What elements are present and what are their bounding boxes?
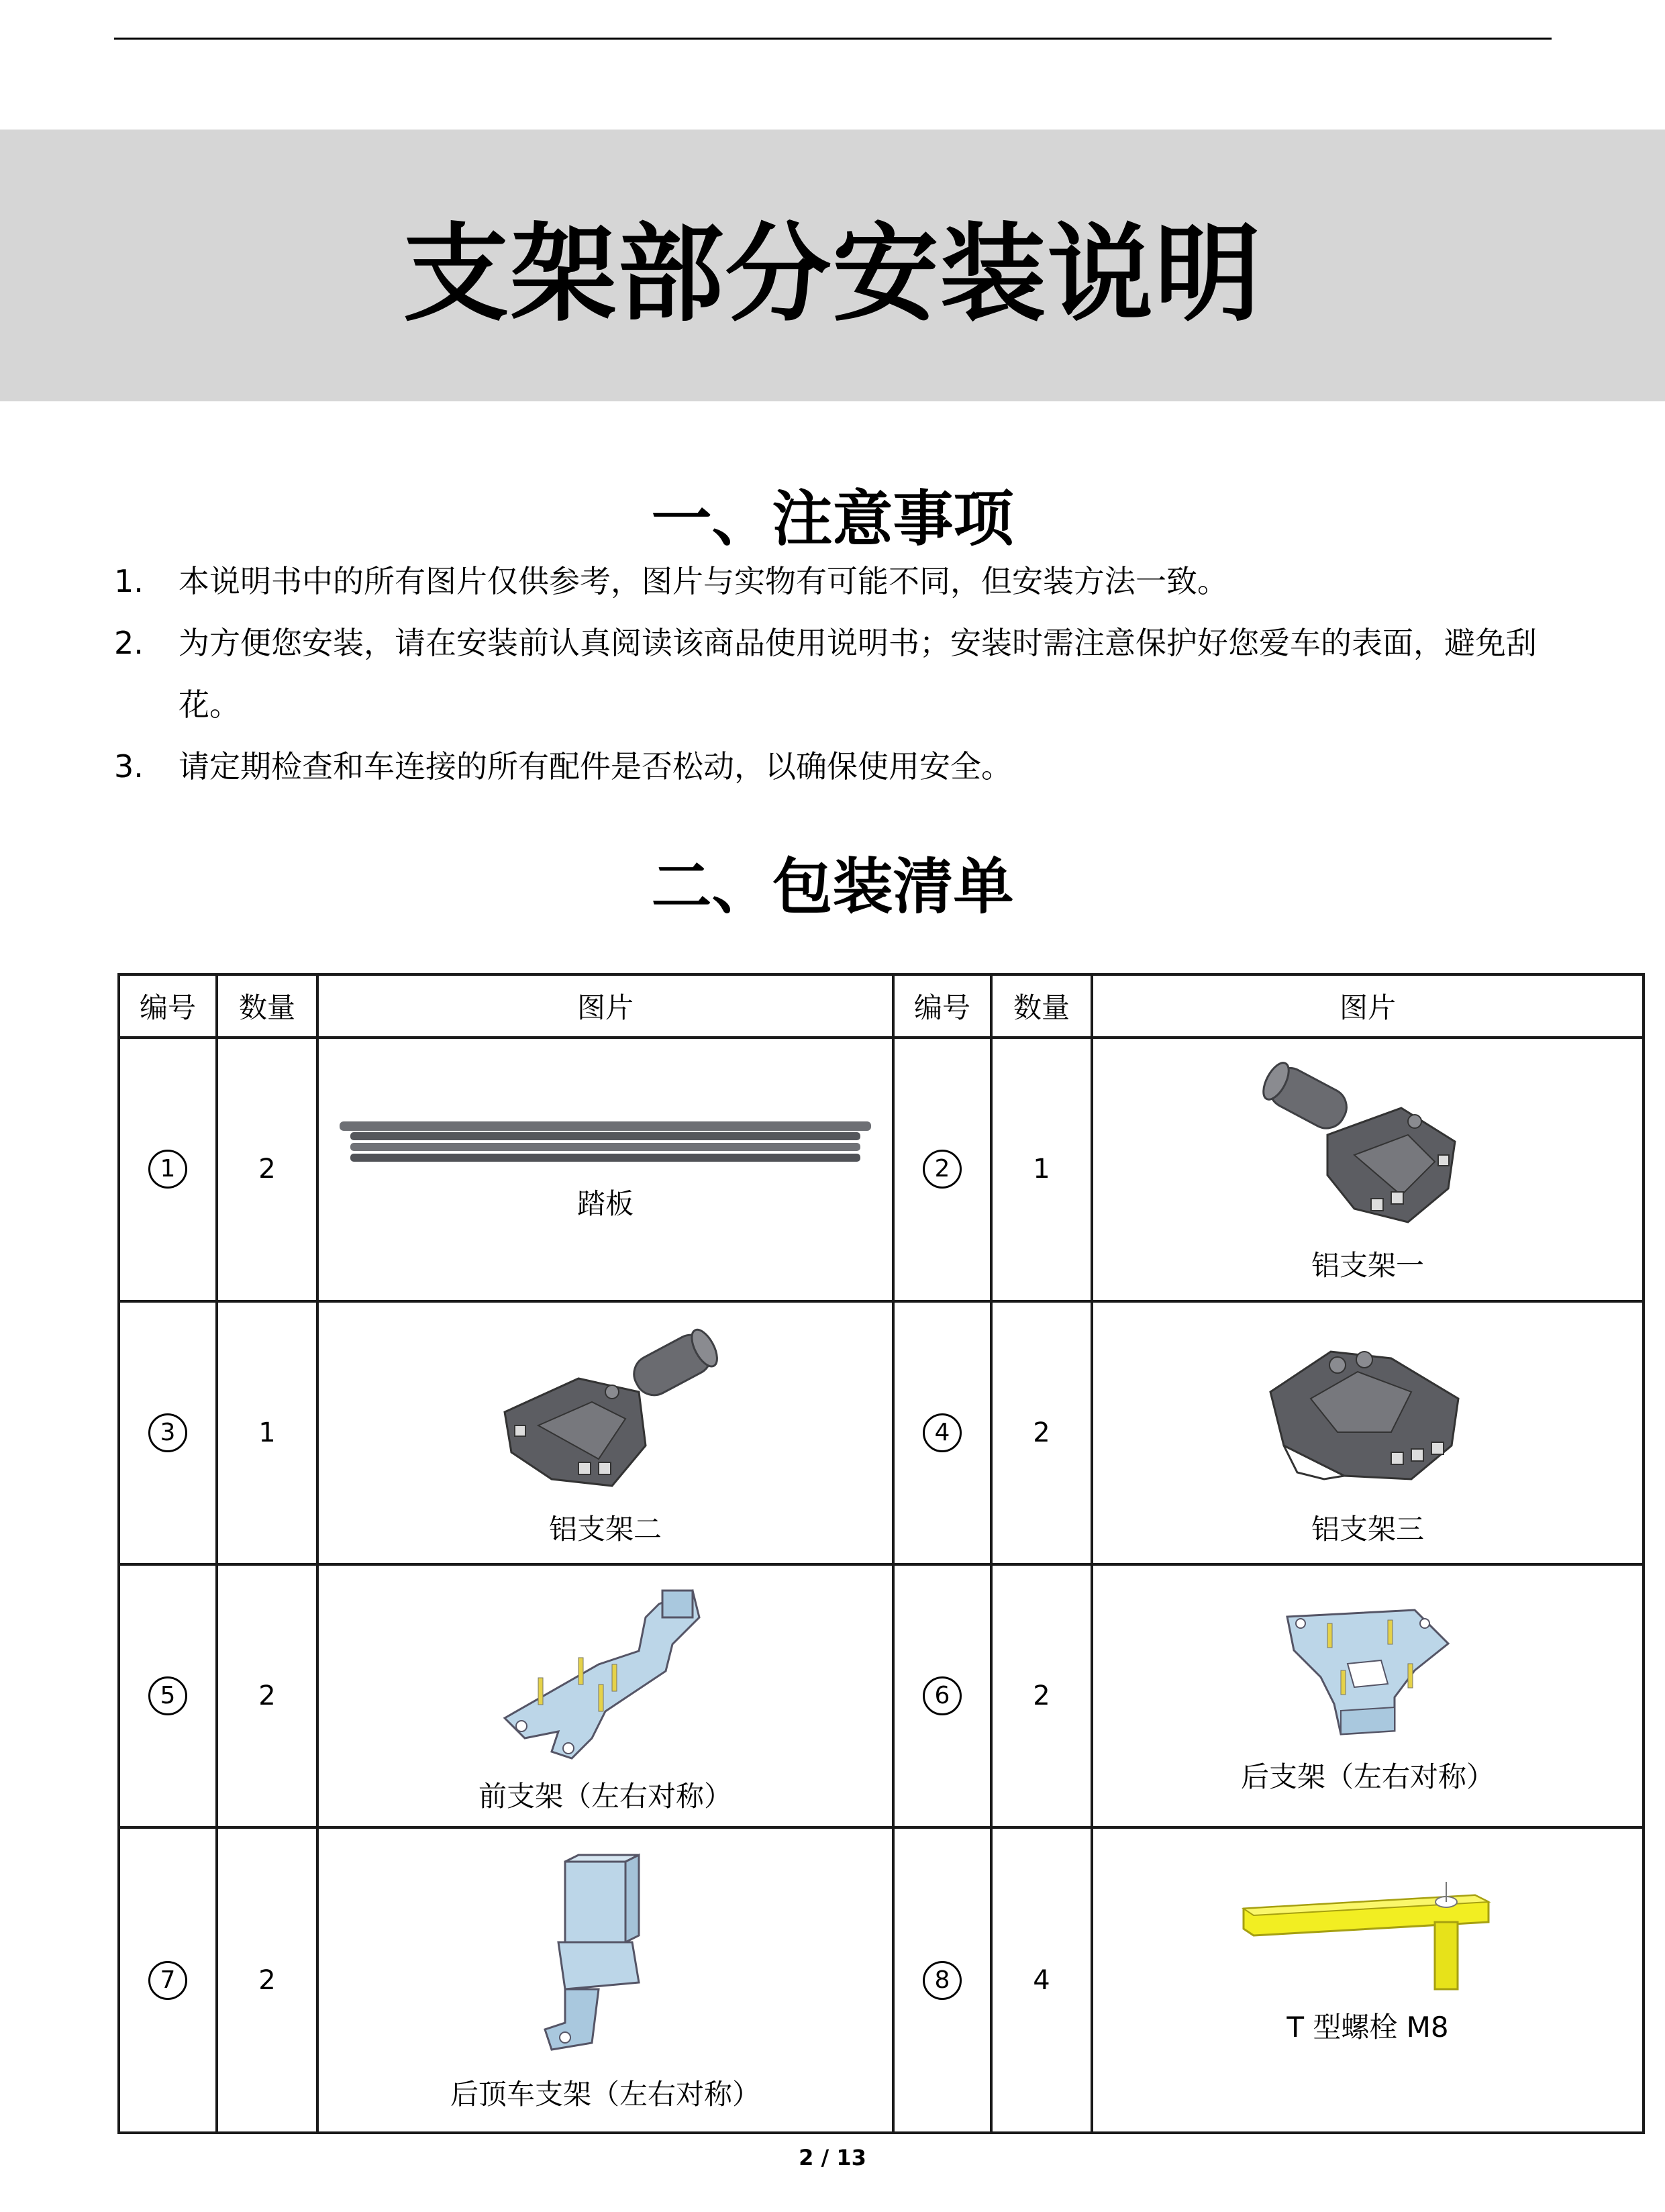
item-label: 铝支架二	[548, 1512, 662, 1546]
item-number-cell	[119, 1301, 217, 1564]
notes-list	[114, 550, 1570, 797]
note-text: 为方便您安装，请在安装前认真阅读该商品使用说明书；安装时需注意保护好您爱车的表面，避免刮花。	[179, 625, 1537, 723]
item-number: 4	[923, 1413, 962, 1452]
table-header-row	[119, 974, 1644, 1038]
item-picture-cell	[317, 1038, 893, 1301]
item-number: 6	[923, 1676, 962, 1715]
item-picture-cell	[1092, 1301, 1644, 1564]
header-picture: 图片	[317, 974, 893, 1038]
item-picture-cell	[317, 1301, 893, 1564]
list-item	[114, 736, 1570, 797]
header-rule	[114, 38, 1552, 40]
item-number: 3	[148, 1413, 187, 1452]
item-picture-cell	[317, 1564, 893, 1827]
item-number-cell	[893, 1301, 991, 1564]
rear-jack-bracket-icon	[538, 1848, 672, 2063]
item-quantity: 1	[217, 1301, 317, 1564]
header-quantity: 数量	[991, 974, 1092, 1038]
header-number: 编号	[893, 974, 991, 1038]
item-number: 1	[148, 1150, 187, 1189]
item-quantity: 4	[991, 1827, 1092, 2133]
table-row	[119, 1301, 1644, 1564]
item-number-cell	[893, 1038, 991, 1301]
item-number-cell	[119, 1564, 217, 1827]
item-quantity: 2	[991, 1301, 1092, 1564]
header-quantity: 数量	[217, 974, 317, 1038]
table-row	[119, 1564, 1644, 1827]
item-picture-cell	[317, 1827, 893, 2133]
list-item	[114, 550, 1570, 612]
aluminum-bracket-with-motor-icon	[1254, 1054, 1482, 1236]
item-label: 铝支架一	[1311, 1249, 1424, 1283]
item-quantity: 2	[217, 1564, 317, 1827]
item-label: 铝支架三	[1311, 1512, 1424, 1546]
item-number-cell	[119, 1038, 217, 1301]
header-picture: 图片	[1092, 974, 1644, 1038]
item-picture-cell	[1092, 1564, 1644, 1827]
item-quantity: 2	[217, 1827, 317, 2133]
item-number-cell	[119, 1827, 217, 2133]
item-number: 5	[148, 1676, 187, 1715]
table-row	[119, 1827, 1644, 2133]
table-row	[119, 1038, 1644, 1301]
note-text: 请定期检查和车连接的所有配件是否松动，以确保使用安全。	[179, 748, 1012, 785]
item-label: T 型螺栓 M8	[1286, 2010, 1449, 2044]
item-number: 8	[923, 1961, 962, 2000]
item-quantity: 2	[991, 1564, 1092, 1827]
front-bracket-plate-icon	[498, 1577, 713, 1765]
header-number: 编号	[119, 974, 217, 1038]
item-picture-cell	[1092, 1827, 1644, 2133]
item-label: 踏板	[576, 1187, 634, 1221]
running-board-icon	[337, 1116, 874, 1170]
item-quantity: 1	[991, 1038, 1092, 1301]
note-number: 1.	[114, 563, 144, 599]
notes-heading: 一、注意事项	[651, 484, 1014, 554]
item-number: 7	[148, 1961, 187, 2000]
aluminum-bracket-with-motor-icon	[478, 1318, 733, 1499]
packing-heading: 二、包装清单	[651, 852, 1014, 922]
note-number: 3.	[114, 748, 144, 785]
rear-bracket-plate-icon	[1280, 1597, 1455, 1744]
packing-list-table	[117, 973, 1645, 2134]
t-bolt-icon	[1240, 1875, 1495, 1996]
item-label: 后支架（左右对称）	[1240, 1760, 1495, 1794]
list-item	[114, 612, 1570, 736]
item-number-cell	[893, 1564, 991, 1827]
page-title: 支架部分安装说明	[403, 213, 1262, 336]
item-quantity: 2	[217, 1038, 317, 1301]
item-picture-cell	[1092, 1038, 1644, 1301]
item-number: 2	[923, 1150, 962, 1189]
item-label: 后顶车支架（左右对称）	[450, 2077, 760, 2111]
aluminum-bracket-icon	[1257, 1318, 1478, 1493]
item-label: 前支架（左右对称）	[478, 1780, 732, 1813]
note-number: 2.	[114, 625, 144, 661]
page-number: 2 / 13	[799, 2145, 866, 2170]
item-number-cell	[893, 1827, 991, 2133]
note-text: 本说明书中的所有图片仅供参考，图片与实物有可能不同，但安装方法一致。	[179, 563, 1228, 599]
